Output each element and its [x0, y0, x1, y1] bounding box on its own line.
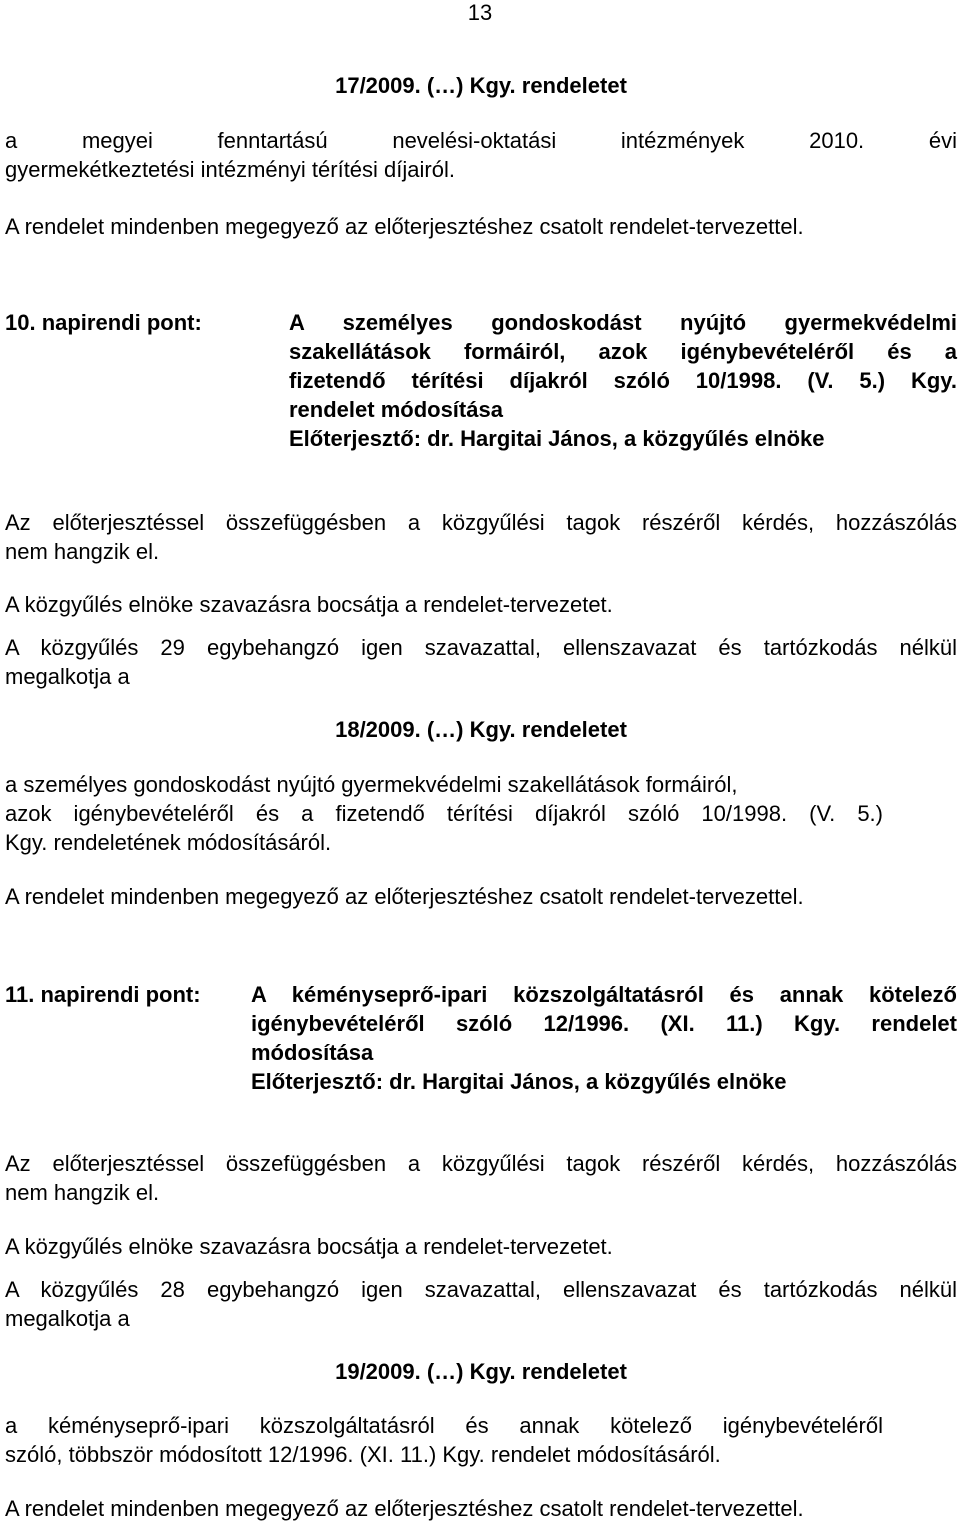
- item-11-vote-result-line2: megalkotja a: [5, 1306, 130, 1331]
- agenda-item-10-title-line4: rendelet módosítása: [289, 397, 503, 422]
- item-11-no-comments-line1: Az előterjesztéssel összefüggésben a közgyűlési tagok részéről kérdés, hozzászólás: [5, 1151, 957, 1176]
- agenda-item-10-title-line1: A személyes gondoskodást nyújtó gyermekvédelmi: [289, 310, 957, 335]
- item-11-no-comments-line2: nem hangzik el.: [5, 1180, 160, 1205]
- item-10-vote-result-line1: A közgyűlés 29 egybehangzó igen szavazattal, ellenszavazat és tartózkodás nélkül: [5, 635, 957, 660]
- agenda-item-10-title: [289, 308, 957, 453]
- agenda-item-10-label: 10. napirendi pont:: [5, 310, 202, 335]
- agenda-item-11-title-line3: módosítása: [251, 1040, 374, 1065]
- decree-conclusion-19: A rendelet mindenben megegyező az előterjesztéshez csatolt rendelet-tervezettel.: [5, 1496, 804, 1521]
- item-11-vote-result-line1: A közgyűlés 28 egybehangzó igen szavazattal, ellenszavazat és tartózkodás nélkül: [5, 1277, 957, 1302]
- agenda-item-11-title-line2: igénybevételéről szóló 12/1996. (XI. 11.) Kgy. rendelet: [251, 1011, 957, 1036]
- item-10-vote-call: A közgyűlés elnöke szavazásra bocsátja a rendelet-tervezetet.: [5, 592, 613, 617]
- decree-subject-17-line1: a megyei fenntartású nevelési-oktatási intézmények 2010. évi: [5, 128, 957, 153]
- decree-conclusion-18: A rendelet mindenben megegyező az előterjesztéshez csatolt rendelet-tervezettel.: [5, 884, 804, 909]
- decree-title-19: 19/2009. (…) Kgy. rendeletet: [335, 1359, 627, 1384]
- item-11-vote-call: A közgyűlés elnöke szavazásra bocsátja a rendelet-tervezetet.: [5, 1234, 613, 1259]
- agenda-item-10-presenter: Előterjesztő: dr. Hargitai János, a közgyűlés elnöke: [289, 426, 825, 451]
- agenda-item-11-title: [251, 980, 957, 1096]
- item-10-no-comments-line2: nem hangzik el.: [5, 539, 160, 564]
- agenda-item-10-title-line2: szakellátások formáiról, azok igénybevételéről és a: [289, 339, 957, 364]
- agenda-item-10-title-line3: fizetendő térítési díjakról szóló 10/1998. (V. 5.) Kgy.: [289, 368, 957, 393]
- item-10-no-comments-line1: Az előterjesztéssel összefüggésben a közgyűlési tagok részéről kérdés, hozzászólás: [5, 510, 957, 535]
- decree-subject-18-line1: a személyes gondoskodást nyújtó gyermekvédelmi szakellátások formáiról,: [5, 772, 738, 797]
- page-number: 13: [467, 0, 493, 25]
- decree-title-17: 17/2009. (…) Kgy. rendeletet: [335, 73, 627, 98]
- decree-subject-17-line2: gyermekétkeztetési intézményi térítési díjairól.: [5, 157, 455, 182]
- agenda-item-11-title-line1: A kéményseprő-ipari közszolgáltatásról és annak kötelező: [251, 982, 957, 1007]
- decree-subject-18-line3: Kgy. rendeletének módosításáról.: [5, 830, 332, 855]
- item-10-vote-result-line2: megalkotja a: [5, 664, 130, 689]
- decree-subject-19-line2: szóló, többször módosított 12/1996. (XI. 11.) Kgy. rendelet módosításáról.: [5, 1442, 721, 1467]
- decree-title-18: 18/2009. (…) Kgy. rendeletet: [335, 717, 627, 742]
- agenda-item-11-presenter: Előterjesztő: dr. Hargitai János, a közgyűlés elnöke: [251, 1069, 787, 1094]
- decree-conclusion-17: A rendelet mindenben megegyező az előterjesztéshez csatolt rendelet-tervezettel.: [5, 214, 804, 239]
- decree-subject-19-line1: a kéményseprő-ipari közszolgáltatásról és annak kötelező igénybevételéről: [5, 1413, 883, 1438]
- agenda-item-11-label: 11. napirendi pont:: [5, 982, 201, 1007]
- decree-subject-18-line2: azok igénybevételéről és a fizetendő térítési díjakról szóló 10/1998. (V. 5.): [5, 801, 883, 826]
